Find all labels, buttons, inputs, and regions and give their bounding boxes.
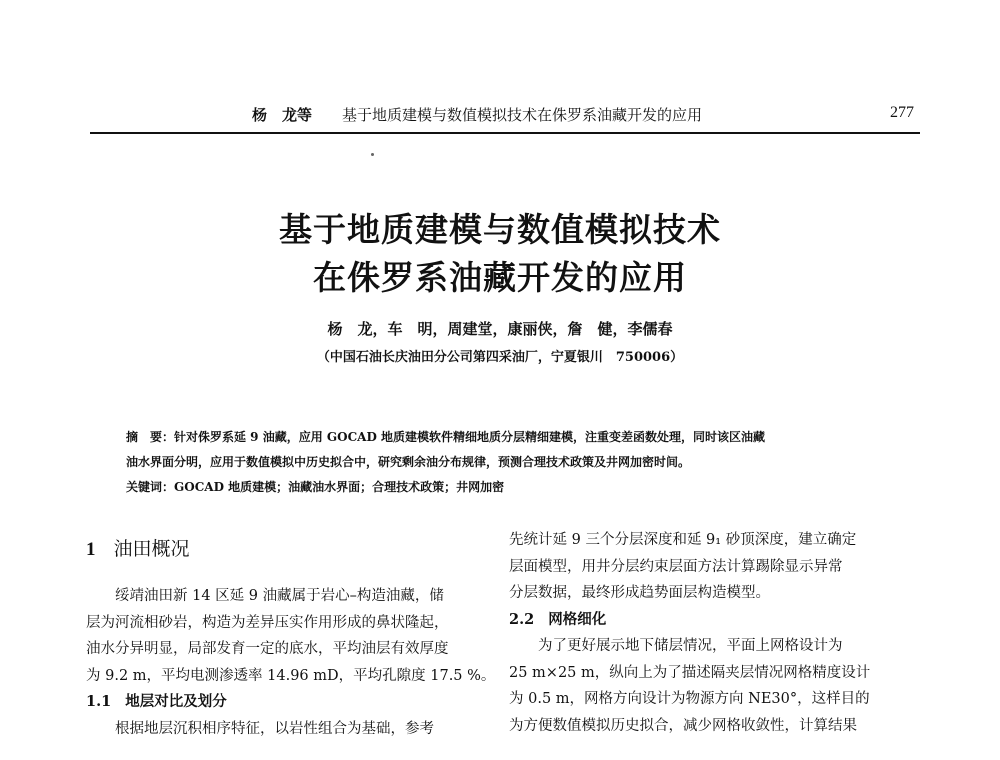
body-line: 绥靖油田新 14 区延 9 油藏属于岩心–构造油藏，储: [115, 588, 444, 604]
affiliation: （中国石油长庆油田分公司第四采油厂，宁夏银川 750006）: [316, 350, 684, 365]
running-header: [90, 100, 920, 128]
subsection-number: 2.2: [509, 610, 535, 628]
paper-title-line-2: 在侏罗系油藏开发的应用: [313, 258, 687, 297]
left-column: [86, 532, 496, 742]
body-line: 层面模型，用井分层约束层面方法计算踢除显示异常: [509, 558, 843, 575]
section-heading: [86, 532, 496, 567]
paper-title-line-1: 基于地质建模与数值模拟技术: [279, 210, 721, 249]
subsection-heading: [86, 689, 496, 716]
header-title: 基于地质建模与数值模拟技术在侏罗系油藏开发的应用: [342, 106, 703, 124]
speck-dot: [371, 153, 374, 156]
header-authors: 杨 龙等: [252, 106, 313, 124]
abstract-line-1: 摘 要：针对侏罗系延 9 油藏，应用 GOCAD 地质建模软件精细地质分层精细建模，注重变差函数处理，同时该区油藏: [126, 430, 766, 444]
body-line: 油水分异明显，局部发育一定的底水，平均油层有效厚度: [86, 641, 449, 657]
section-title: 油田概况: [113, 538, 190, 560]
body-line: 为 0.5 m，网格方向设计为物源方向 NE30°，这样目的: [509, 691, 870, 707]
keywords-line: 关键词：GOCAD 地质建模；油藏油水界面；合理技术政策；井网加密: [126, 480, 505, 494]
body-line: 为 9.2 m，平均电测渗透率 14.96 mD，平均孔隙度 17.5 %。: [86, 667, 496, 684]
abstract-line-2: 油水界面分明，应用于数值模拟中历史拟合中，研究剩余油分布规律，预测合理技术政策及井网加密时间。: [126, 455, 691, 469]
body-line: 层为河流相砂岩，构造为差异压实作用形成的鼻状隆起，: [86, 614, 449, 631]
author-list: 杨 龙，车 明，周建堂，康丽侠，詹 健，李儒春: [327, 320, 673, 338]
body-line: 先统计延 9 三个分层深度和延 9₁ 砂顶深度，建立确定: [509, 532, 857, 548]
subsection-title: 地层对比及划分: [125, 693, 227, 710]
body-line: 为方便数值模拟历史拟合，减少网格收敛性，计算结果: [509, 717, 857, 734]
right-column: [509, 527, 919, 739]
header-rule: [90, 132, 920, 134]
body-line: 分层数据，最终形成趋势面层构造模型。: [509, 585, 770, 601]
subsection-title: 网格细化: [548, 610, 607, 628]
section-number: 1: [86, 539, 96, 560]
body-line: 根据地层沉积相序特征，以岩性组合为基础，参考: [115, 720, 434, 737]
body-line: 25 m×25 m，纵向上为了描述隔夹层情况网格精度设计: [509, 664, 871, 681]
subsection-number: 1.1: [86, 693, 112, 710]
body-line: 为了更好展示地下储层情况，平面上网格设计为: [538, 638, 843, 654]
subsection-heading: [509, 607, 919, 634]
page-number: 277: [890, 104, 914, 121]
